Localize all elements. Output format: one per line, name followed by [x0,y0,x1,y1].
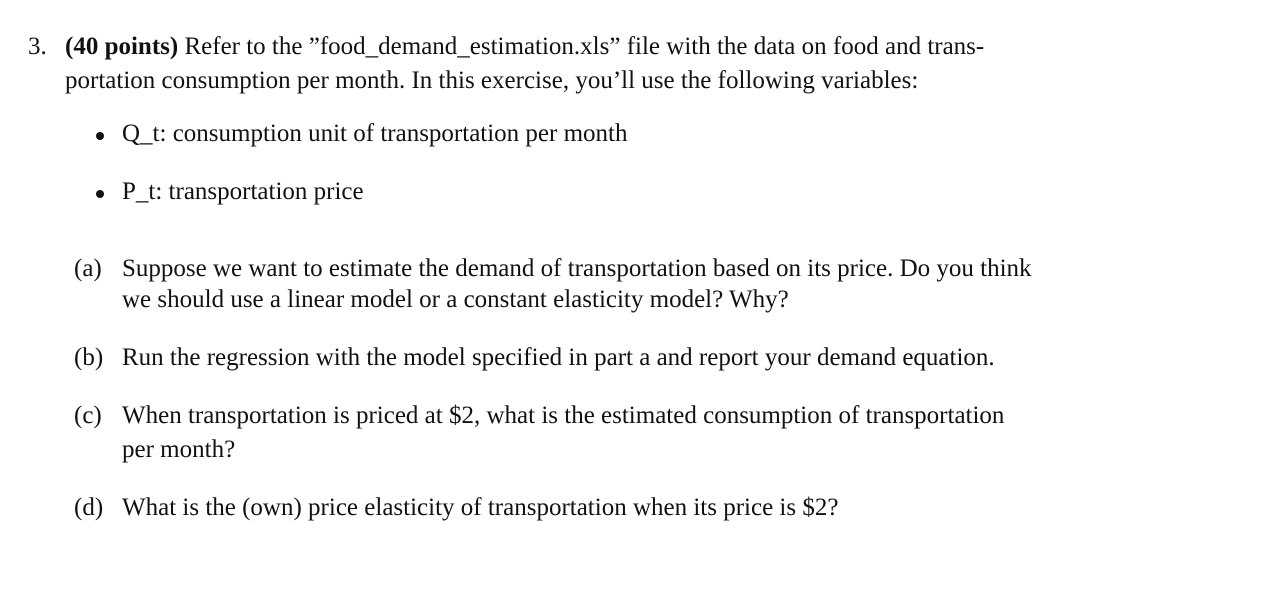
part-b-text: Run the regression with the model specified in part a and report your demand equation. [122,344,995,371]
part-c-text-line-2: per month? [122,436,236,463]
problem-intro-line-1 [65,32,984,62]
part-d-text: What is the (own) price elasticity of transportation when its price is $2? [122,494,839,521]
points-label: (40 points) [65,33,179,60]
bullet-icon [96,190,104,198]
part-d-label: (d) [74,494,104,521]
part-a-text-line-1: Suppose we want to estimate the demand of transportation based on its price. Do you think [122,255,1032,282]
part-c-label: (c) [74,402,102,429]
problem-intro-line-2: portation consumption per month. In this exercise, you’ll use the following variables: [65,67,919,94]
part-c-text-line-1: When transportation is priced at $2, what is the estimated consumption of transportation [122,402,1005,429]
intro-text-1: Refer to the ”food_demand_estimation.xls” file with the data on food and trans- [178,33,985,60]
part-a-text-line-2: we should use a linear model or a constant elasticity model? Why? [122,286,789,313]
part-a-label: (a) [74,255,102,282]
variable-pt: P_t: transportation price [122,178,364,205]
bullet-icon [96,132,104,140]
problem-number: 3. [28,33,47,60]
part-b-label: (b) [74,344,104,371]
variable-qt: Q_t: consumption unit of transportation per month [122,120,628,147]
